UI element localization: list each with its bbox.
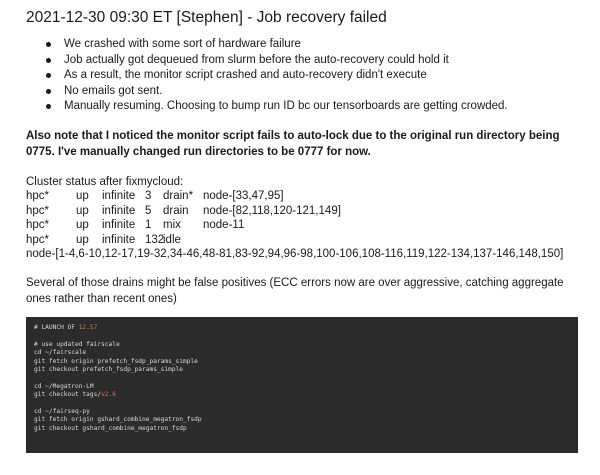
cluster-status-row bbox=[26, 218, 586, 233]
nodelist-cell: node-[33,47,95] bbox=[203, 190, 284, 202]
bullet-text: Manually resuming. Choosing to bump run ID bc our tensorboards are getting crowded. bbox=[64, 100, 508, 112]
state-cell: mix bbox=[163, 219, 181, 231]
bullet-dot-icon bbox=[46, 73, 51, 78]
bullet-dot-icon bbox=[46, 89, 51, 94]
code-line: cd ~/fairscale bbox=[34, 349, 87, 357]
code-line bbox=[34, 391, 570, 399]
code-line: git fetch origin prefetch_fsdp_params_simple bbox=[34, 357, 198, 365]
code-line: cd ~/fairseq-py bbox=[34, 408, 90, 416]
code-line bbox=[34, 332, 570, 340]
partition-cell: hpc* bbox=[26, 219, 50, 231]
code-block bbox=[26, 317, 578, 453]
timelimit-cell: infinite bbox=[102, 233, 136, 246]
document-page bbox=[26, 8, 586, 327]
code-tags-prefix: git checkout tags/ bbox=[34, 391, 102, 399]
nodelist-cell: node-[82,118,120-121,149] bbox=[203, 204, 341, 217]
bullet-item bbox=[26, 84, 586, 100]
bullet-text: No emails got sent. bbox=[64, 84, 163, 97]
nodes-cell: 132 bbox=[145, 233, 165, 246]
bold-note: Also note that I noticed the monitor script fails to auto-lock due to the original run directory being 0775. I've manually changed run directories to be 0777 for now. bbox=[26, 129, 560, 158]
cluster-status-row bbox=[26, 204, 586, 219]
code-line bbox=[34, 400, 570, 408]
cluster-status-row bbox=[26, 233, 586, 248]
bullet-dot-icon bbox=[46, 58, 51, 63]
bullet-text: Job actually got dequeued from slurm before the auto-recovery could hold it bbox=[64, 53, 449, 66]
code-line: cd ~/Megatron-LM bbox=[34, 382, 94, 390]
nodelist-cell: node-11 bbox=[203, 219, 245, 231]
code-line: # use updated fairscale bbox=[34, 340, 120, 348]
avail-cell: up bbox=[76, 204, 89, 217]
nodes-cell: 5 bbox=[145, 204, 152, 217]
code-line bbox=[34, 324, 570, 332]
bullet-dot-icon bbox=[46, 104, 51, 109]
cluster-status-heading: Cluster status after fixmycloud: bbox=[26, 175, 184, 188]
idle-nodelist: node-[1-4,6-10,12-17,19-32,34-46,48-81,83-92,94,96-98,100-106,108-116,119,122-134,137-146,148,150] bbox=[26, 248, 564, 260]
avail-cell: up bbox=[76, 190, 89, 202]
bullet-text: We crashed with some sort of hardware failure bbox=[64, 38, 301, 50]
partition-cell: hpc* bbox=[26, 233, 50, 246]
avail-cell: up bbox=[76, 233, 89, 246]
timelimit-cell: infinite bbox=[102, 190, 136, 202]
state-cell: drain* bbox=[163, 190, 194, 202]
nodes-cell: 1 bbox=[145, 219, 152, 231]
page-title: 2021-12-30 09:30 ET [Stephen] - Job recovery failed bbox=[26, 9, 387, 26]
bullet-item bbox=[26, 99, 586, 115]
avail-cell: up bbox=[76, 219, 89, 231]
bullet-dot-icon bbox=[46, 42, 51, 47]
code-tags-version: v2.6 bbox=[101, 391, 116, 399]
bullet-text: As a result, the monitor script crashed and auto-recovery didn't execute bbox=[64, 69, 427, 81]
code-line bbox=[34, 374, 570, 382]
timelimit-cell: infinite bbox=[102, 219, 136, 231]
timelimit-cell: infinite bbox=[102, 204, 136, 217]
code-line: git checkout prefetch_fsdp_params_simple bbox=[34, 366, 184, 374]
nodes-cell: 3 bbox=[145, 190, 152, 202]
drains-note: Several of those drains might be false positives (ECC errors now are over aggressive, catching aggregate ones rather than recent ones) bbox=[26, 277, 564, 305]
bullet-item bbox=[26, 53, 586, 69]
code-launch-prefix: # LAUNCH OF bbox=[34, 324, 79, 331]
bullet-item bbox=[26, 37, 586, 53]
bullet-item bbox=[26, 68, 586, 84]
code-line: git checkout gshard_combine_megatron_fsdp bbox=[34, 424, 187, 432]
partition-cell: hpc* bbox=[26, 190, 50, 202]
state-cell: drain bbox=[163, 204, 189, 217]
state-cell: idle bbox=[163, 233, 181, 246]
partition-cell: hpc* bbox=[26, 204, 50, 217]
code-launch-id: 12.57 bbox=[78, 324, 98, 331]
bullet-list bbox=[26, 37, 586, 115]
cluster-status-row bbox=[26, 189, 586, 204]
code-line: git fetch origin gshard_combine_megatron_fsdp bbox=[34, 416, 202, 424]
